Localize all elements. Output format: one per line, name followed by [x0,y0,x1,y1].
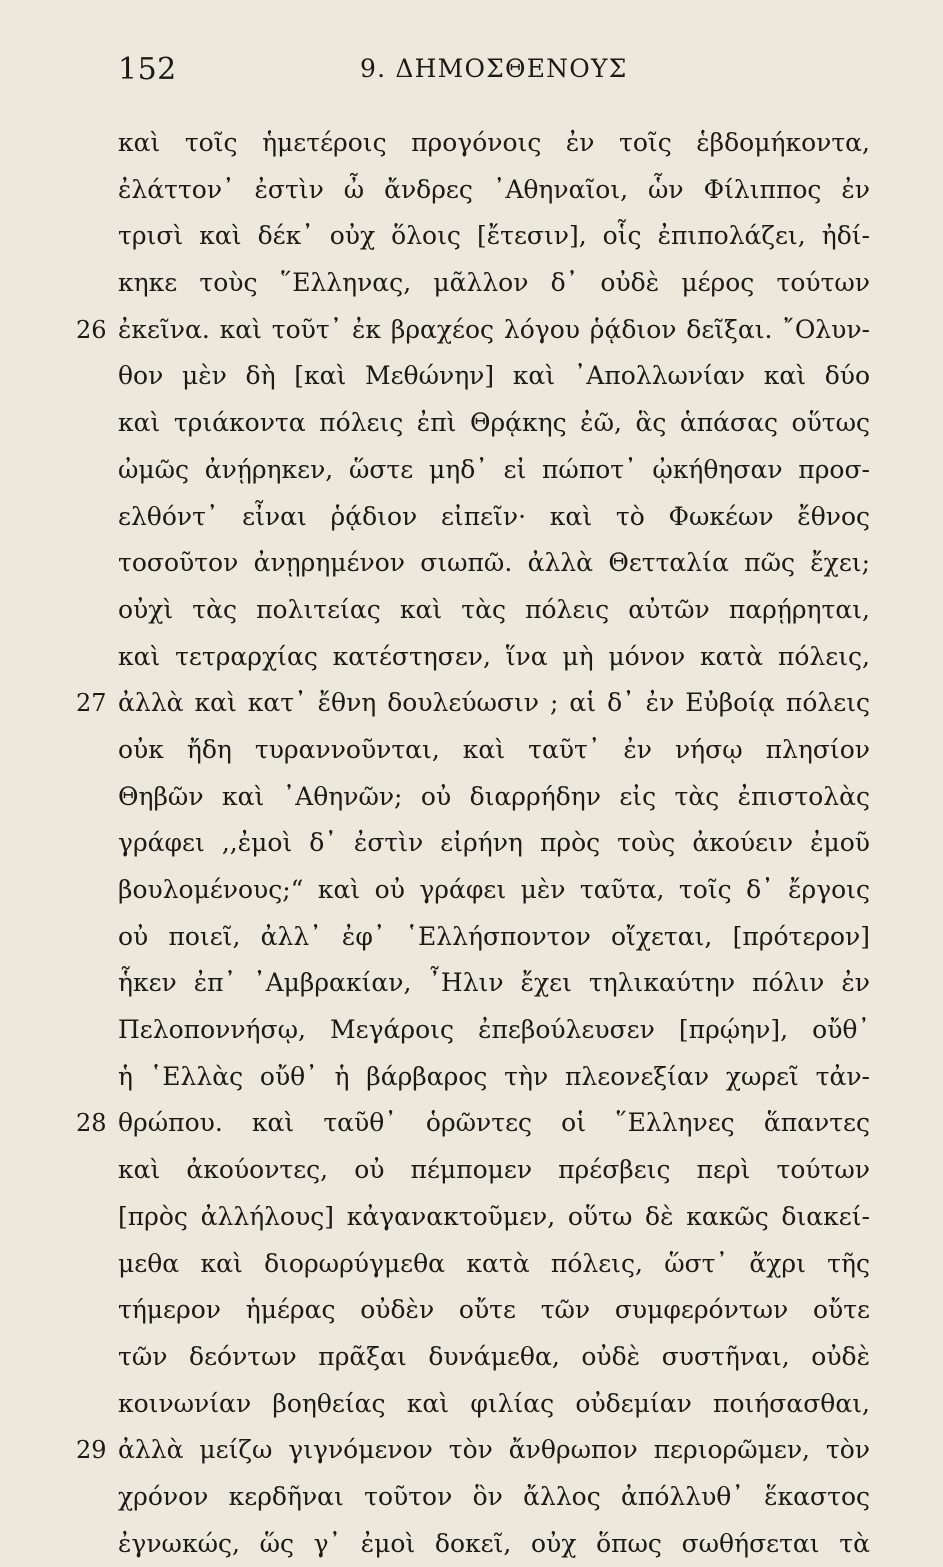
line-text: [πρὸς ἀλλήλους] κἀγανακτοῦμεν, οὕτω δὲ κακῶς διακεί- [118,1201,870,1231]
line-text: κηκε τοὺς ῞Ελληνας, μᾶλλον δ᾽ οὐδὲ μέρος τούτων [118,268,870,298]
line-text: κοινωνίαν βοηθείας καὶ φιλίας οὐδεμίαν ποιήσασθαι, [118,1388,870,1418]
text-line [118,213,870,260]
text-line [118,120,870,167]
text-line [118,960,870,1007]
line-text: ελθόντ᾽ εἶναι ῥᾴδιον εἰπεῖν· καὶ τὸ Φωκέων ἔθνος [118,501,870,531]
line-text: μεθα καὶ διορωρύγμεθα κατὰ πόλεις, ὥστ᾽ ἄχρι τῆς [118,1248,870,1278]
text-line [118,167,870,214]
line-text: Πελοποννήσῳ, Μεγάροις ἐπεβούλευσεν [πρῴην], οὔθ᾽ [118,1015,870,1045]
line-text: καὶ τετραρχίας κατέστησεν, ἵνα μὴ μόνον κατὰ πόλεις, [118,641,870,671]
line-text: οὐ ποιεῖ, ἀλλ᾽ ἐφ᾽ ῾Ελλήσποντον οἴχεται, [πρότερον] [118,921,870,951]
line-text: καὶ τριάκοντα πόλεις ἐπὶ Θρᾴκης ἐῶ, ἃς ἁπάσας οὕτως [118,408,870,438]
line-text: ἧκεν ἐπ᾽ ᾿Αμβρακίαν, ῏Ηλιν ἔχει τηλικαύτην πόλιν ἐν [118,968,870,998]
section-number: 27 [76,689,107,718]
line-text: ἀλλὰ μείζω γιγνόμενον τὸν ἄνθρωπον περιορῶμεν, τὸν [118,1435,870,1465]
text-line [118,820,870,867]
text-line [118,867,870,914]
text-line [76,680,870,727]
text-line [118,447,870,494]
page-header [118,52,868,96]
line-text: ὠμῶς ἀνῄρηκεν, ὥστε μηδ᾽ εἰ πώποτ᾽ ᾠκήθησαν προσ- [118,454,870,484]
section-number: 28 [76,1109,107,1138]
line-text: καὶ τοῖς ἡμετέροις προγόνοις ἐν τοῖς ἑβδομήκοντα, [118,128,870,157]
text-line [118,634,870,681]
line-text: βουλομένους;“ καὶ οὐ γράφει μὲν ταῦτα, τοῖς δ᾽ ἔργοις [118,875,870,904]
section-number: 29 [76,1436,107,1465]
text-body [76,120,870,1567]
running-title: 9. ΔΗΜΟΣΘΕΝΟΥΣ [360,54,628,83]
line-text: ἡ ῾Ελλὰς οὔθ᾽ ἡ βάρβαρος τὴν πλεονεξίαν χωρεῖ τἀν- [118,1061,870,1091]
line-text: ἐκεῖνα. καὶ τοῦτ᾽ ἐκ βραχέος λόγου ῥᾴδιον δεῖξαι. ῎Ολυν- [118,314,870,344]
line-text: θον μὲν δὴ [καὶ Μεθώνην] καὶ ᾿Απολλωνίαν καὶ δύο [118,361,870,391]
line-text: οὐχὶ τὰς πολιτείας καὶ τὰς πόλεις αὐτῶν παρῄρηται, [118,594,870,624]
section-number: 26 [76,315,107,344]
line-text: ἀλλὰ καὶ κατ᾽ ἔθνη δουλεύωσιν ; αἱ δ᾽ ἐν Εὐβοίᾳ πόλεις [118,688,870,718]
text-line [118,1334,870,1381]
text-line [118,1007,870,1054]
line-text: θρώπου. καὶ ταῦθ᾽ ὁρῶντες οἱ ῞Ελληνες ἅπαντες [118,1108,870,1138]
text-line [118,587,870,634]
page-number: 152 [118,52,177,87]
text-line [118,1474,870,1521]
text-line [118,260,870,307]
text-line [118,774,870,821]
text-line [118,494,870,541]
line-text: Θηβῶν καὶ ᾿Αθηνῶν; οὐ διαρρήδην εἰς τὰς ἐπιστολὰς [118,781,870,811]
text-line [76,1100,870,1147]
text-line [118,353,870,400]
text-line [118,1054,870,1101]
text-line [118,1194,870,1241]
line-text: ἐγνωκώς, ὥς γ᾽ ἐμοὶ δοκεῖ, οὐχ ὅπως σωθήσεται τὰ [118,1528,870,1558]
text-line [118,540,870,587]
text-line [118,1381,870,1428]
line-text: χρόνον κερδῆναι τοῦτον ὃν ἄλλος ἀπόλλυθ᾽ ἕκαστος [118,1481,870,1511]
line-text: καὶ ἀκούοντες, οὐ πέμπομεν πρέσβεις περὶ τούτων [118,1155,870,1185]
line-text: οὐκ ἤδη τυραννοῦνται, καὶ ταῦτ᾽ ἐν νήσῳ πλησίον [118,734,870,764]
line-text: τῶν δεόντων πρᾶξαι δυνάμεθα, οὐδὲ συστῆναι, οὐδὲ [118,1341,870,1371]
line-text: τήμερον ἡμέρας οὐδὲν οὔτε τῶν συμφερόντων οὔτε [118,1295,870,1325]
text-line [118,1241,870,1288]
text-line [118,400,870,447]
text-line [118,727,870,774]
text-line [118,1287,870,1334]
text-line [76,307,870,354]
text-line [76,1427,870,1474]
line-text: τρισὶ καὶ δέκ᾽ οὐχ ὅλοις [ἔτεσιν], οἷς ἐπιπολάζει, ἠδί- [118,221,870,251]
line-text: γράφει ,,ἐμοὶ δ᾽ ἐστὶν εἰρήνη πρὸς τοὺς ἀκούειν ἐμοῦ [118,828,870,858]
line-text: τοσοῦτον ἀνῃρημένον σιωπῶ. ἀλλὰ Θετταλία πῶς ἔχει; [118,548,870,578]
text-line [118,1147,870,1194]
text-line [118,1521,870,1567]
line-text: ἐλάττον᾽ ἐστὶν ὦ ἄνδρες ᾿Αθηναῖοι, ὧν Φίλιππος ἐν [118,174,870,204]
text-line [118,914,870,961]
